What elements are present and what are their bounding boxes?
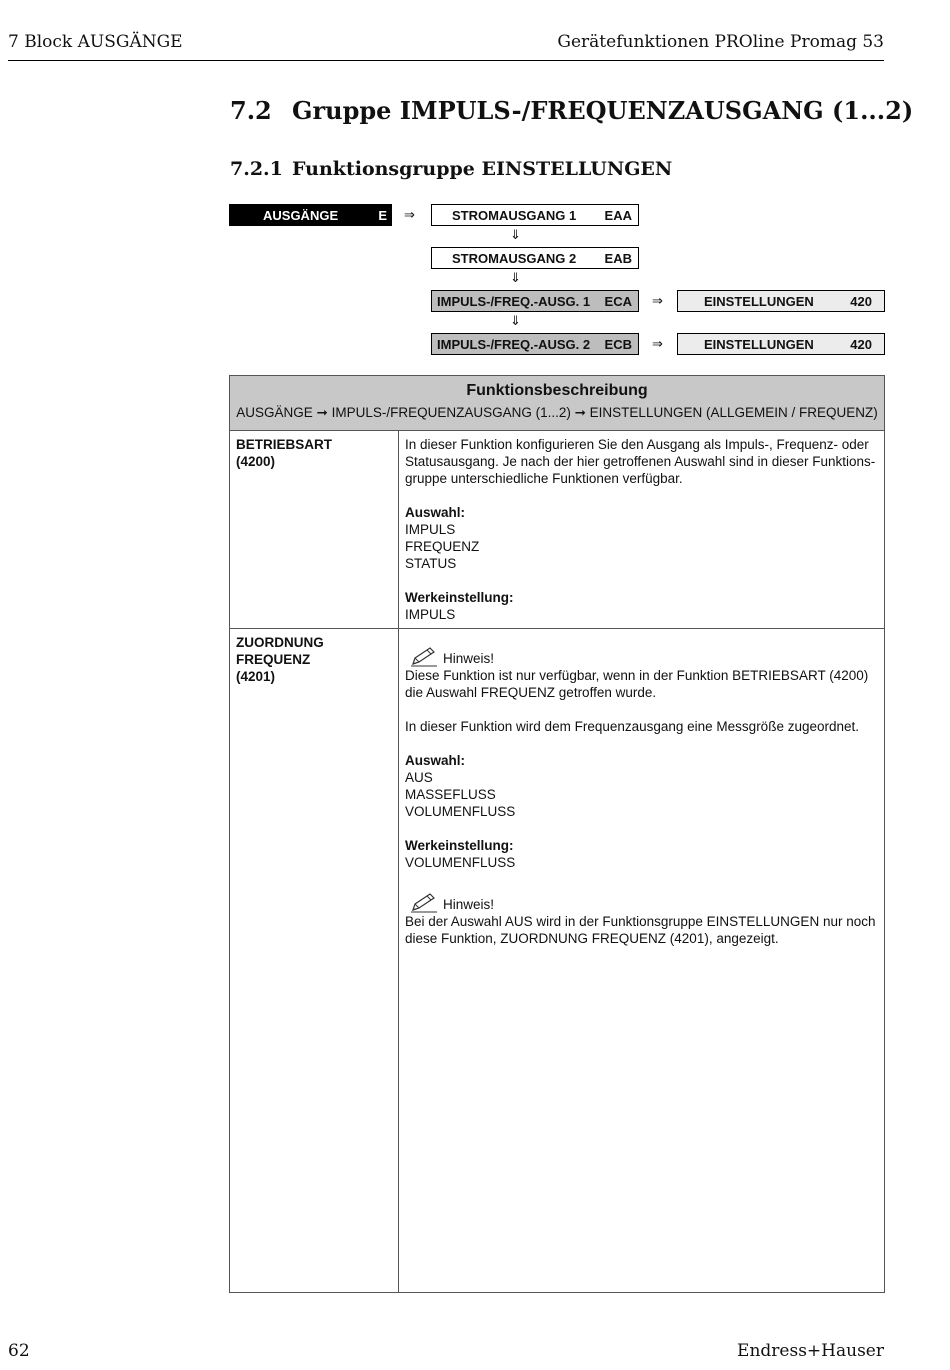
diagram-root-block <box>229 204 392 226</box>
description-line: In dieser Funktion konfigurieren Sie den Ausgang als Impuls-, Frequenz- oder <box>405 437 869 452</box>
target-label: EINSTELLUNGEN <box>704 336 814 352</box>
options-label: Auswahl: <box>405 505 466 520</box>
section-title <box>230 96 913 125</box>
option-item: IMPULS <box>405 522 456 537</box>
table-menu-path: AUSGÄNGE ➞ IMPULS-/FREQUENZAUSGANG (1...2) ➞ EINSTELLUNGEN (ALLGEMEIN / FREQUENZ) <box>236 405 878 420</box>
diagram-group-box <box>431 247 639 269</box>
note-line: diese Funktion, ZUORDNUNG FREQUENZ (4201), angezeigt. <box>405 931 779 946</box>
note <box>405 892 881 913</box>
description-line: In dieser Funktion wird dem Frequenzausgang eine Messgröße zugeordnet. <box>405 719 860 734</box>
group-label: STROMAUSGANG 2 <box>452 250 577 266</box>
option-item: FREQUENZ <box>405 539 480 554</box>
group-label: STROMAUSGANG 1 <box>452 207 577 223</box>
pencil-note-icon <box>409 892 439 913</box>
arrow-down-icon: ⇓ <box>510 270 521 285</box>
row-divider <box>230 628 884 629</box>
function-name: BETRIEBSART <box>236 437 333 452</box>
option-item: AUS <box>405 770 433 785</box>
block-label: AUSGÄNGE <box>263 207 339 223</box>
function-name-cell <box>236 436 332 470</box>
group-code: ECA <box>604 293 632 309</box>
header-rule <box>8 60 884 61</box>
group-label: IMPULS-/FREQ.-AUSG. 2 <box>437 336 591 352</box>
note-line: die Auswahl FREQUENZ getroffen wurde. <box>405 685 657 700</box>
subsection-title-text: Funktionsgruppe EINSTELLUNGEN <box>292 158 673 180</box>
function-name: FREQUENZ <box>236 652 311 667</box>
group-label: IMPULS-/FREQ.-AUSG. 1 <box>437 293 591 309</box>
column-divider <box>398 431 399 1292</box>
option-item: VOLUMENFLUSS <box>405 804 516 819</box>
note-label: Hinweis! <box>443 897 495 912</box>
target-code: 420 <box>850 336 872 352</box>
note-line: Bei der Auswahl AUS wird in der Funktionsgruppe EINSTELLUNGEN nur noch <box>405 914 876 929</box>
section-title-text: Gruppe IMPULS-/FREQUENZAUSGANG (1...2) <box>292 96 914 125</box>
chapter-header: 7 Block AUSGÄNGE <box>8 32 183 52</box>
page-number: 62 <box>8 1341 30 1361</box>
function-name-cell <box>236 634 324 685</box>
group-code: EAA <box>604 207 632 223</box>
description-line: Statusausgang. Je nach der hier getroffenen Auswahl sind in dieser Funktions- <box>405 454 876 469</box>
options-label: Auswahl: <box>405 753 466 768</box>
option-item: STATUS <box>405 556 457 571</box>
table-header <box>230 376 884 431</box>
diagram-target-box <box>677 333 885 355</box>
default-value: IMPULS <box>405 607 456 622</box>
function-name: ZUORDNUNG <box>236 635 324 650</box>
default-label: Werkeinstellung: <box>405 838 514 853</box>
diagram-group-box-active <box>431 290 639 312</box>
diagram-group-box-active <box>431 333 639 355</box>
function-description-cell <box>405 436 881 623</box>
target-code: 420 <box>850 293 872 309</box>
default-label: Werkeinstellung: <box>405 590 514 605</box>
function-description-cell <box>405 646 881 947</box>
description-line: gruppe unterschiedliche Funktionen verfügbar. <box>405 471 683 486</box>
group-code: EAB <box>604 250 632 266</box>
document-title: Gerätefunktionen PROline Promag 53 <box>557 32 884 52</box>
subsection-title <box>230 158 672 180</box>
function-code: (4201) <box>236 669 276 684</box>
option-item: MASSEFLUSS <box>405 787 496 802</box>
function-description-table <box>229 375 885 1293</box>
arrow-down-icon: ⇓ <box>510 227 521 242</box>
function-code: (4200) <box>236 454 276 469</box>
diagram-group-box <box>431 204 639 226</box>
block-code: E <box>378 207 387 223</box>
target-label: EINSTELLUNGEN <box>704 293 814 309</box>
note-label: Hinweis! <box>443 651 495 666</box>
group-code: ECB <box>604 336 632 352</box>
arrow-right-icon: ⇒ <box>652 336 663 351</box>
default-value: VOLUMENFLUSS <box>405 855 516 870</box>
diagram-target-box <box>677 290 885 312</box>
subsection-number: 7.2.1 <box>230 158 283 180</box>
arrow-down-icon: ⇓ <box>510 313 521 328</box>
section-number: 7.2 <box>230 96 272 125</box>
note-line: Diese Funktion ist nur verfügbar, wenn in der Funktion BETRIEBSART (4200) <box>405 668 869 683</box>
pencil-note-icon <box>409 646 439 667</box>
brand-logo-text: Endress+Hauser <box>737 1341 884 1361</box>
arrow-right-icon: ⇒ <box>404 207 415 222</box>
note <box>405 646 881 667</box>
table-title: Funktionsbeschreibung <box>466 382 648 399</box>
arrow-right-icon: ⇒ <box>652 293 663 308</box>
